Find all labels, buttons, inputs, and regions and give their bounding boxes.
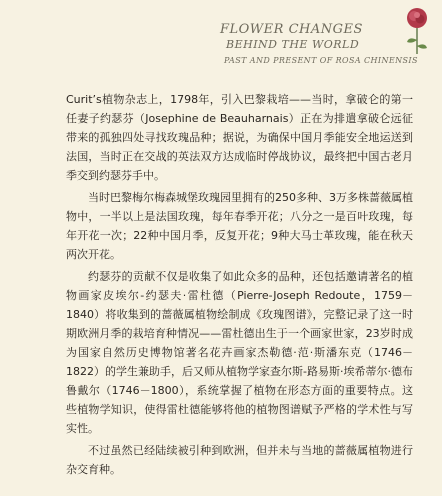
paragraph-3: 约瑟芬的贡献不仅是收集了如此众多的品种，还包括邀请著名的植物画家皮埃尔-约瑟夫·雷杜德（Pierre-Joseph Redoute，1759－1840）将收集到的蔷薇属植物绘制成《玫瑰图谱》，完整记录了这一时期欧洲月季的栽培育种情况——雷杜德出生于一个画家世家，23岁时成为国家自然历史博物馆著名花卉画家杰勒德·范·斯潘东克（1746－1822）的学生兼助手，后又师从植物学家查尔斯-路易斯·埃希蒂尔·德布鲁戴尔（1746－1800），系统掌握了植物在形态方面的重要特点。这些植物学知识，使得雷杜德能够将他的植物图谱赋予严格的学术性与写实性。 — [66, 270, 413, 435]
header-title-line2: BEHIND THE WORLD — [226, 38, 360, 51]
paragraph-4: 不过虽然已经陆续被引种到欧洲，但并未与当地的蔷薇属植物进行杂交育种。 — [66, 444, 413, 476]
article-body — [66, 90, 413, 482]
paragraph-1: Curit’s植物杂志上，1798年，引入巴黎栽培——当时，拿破仑的第一任妻子约瑟芬（Josephine de Beauharnais）正在为排遣拿破仑远征带来的孤独四处寻找玫瑰品种；据说，为确保中国月季能安全地运送到法国，当时正在交战的英法双方达成临时停战协议，最终把中国古老月季交到约瑟芬手中。 — [66, 93, 413, 182]
header-title-line1: FLOWER CHANGES — [220, 22, 363, 37]
header-subtitle: PAST AND PRESENT OF ROSA CHINENSIS — [224, 56, 418, 65]
paragraph-2: 当时巴黎梅尔梅森城堡玫瑰园里拥有的250多种、3万多株蔷薇属植物中，一半以上是法国玫瑰，每年春季开花；八分之一是百叶玫瑰，每年开花一次；22种中国月季，反复开花；9种大马士革玫瑰，能在秋天两次开花。 — [66, 191, 413, 261]
page-header — [200, 6, 434, 68]
rose-icon — [402, 6, 432, 56]
